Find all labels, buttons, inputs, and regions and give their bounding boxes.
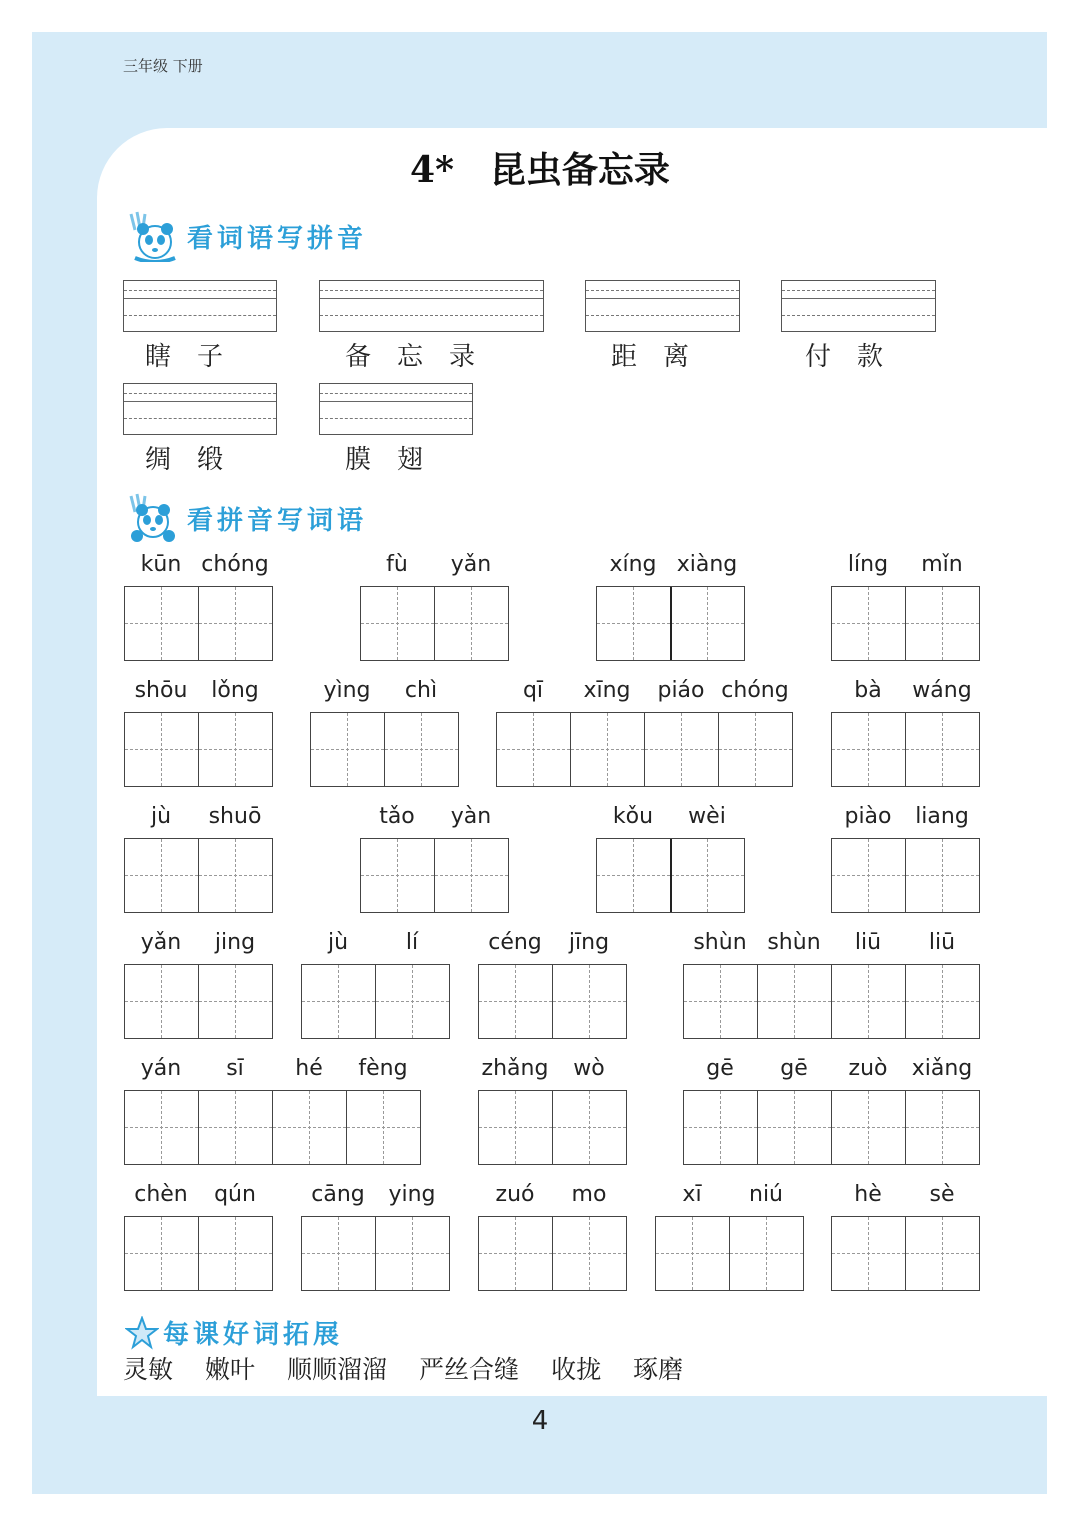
pinyin-label: ying [388,1182,436,1207]
cell-guide-horizontal [671,623,744,624]
pinyin-label: tǎo [379,804,415,829]
cell-guide-horizontal [684,1127,757,1128]
cell-guide-horizontal [273,1127,346,1128]
character-cell[interactable] [302,965,375,1038]
writing-line [586,298,739,299]
cell-guide-horizontal [758,1001,831,1002]
writing-grid [310,712,459,787]
character-cell[interactable] [906,1217,979,1290]
pinyin-answer-box[interactable] [585,280,740,332]
pinyin-label: chóng [201,552,269,577]
pinyin-label: jù [150,804,172,829]
pinyin-label: chóng [721,678,789,703]
writing-grid [831,586,980,661]
cell-guide-horizontal [302,1001,375,1002]
panda-icon [125,492,177,544]
writing-grid [478,964,627,1039]
pinyin-label: shùn [767,930,821,955]
pinyin-label: fù [386,552,408,577]
pinyin-label: xiàng [676,552,738,577]
cell-divider [375,1217,376,1290]
pinyin-label: liū [854,930,882,955]
character-cell[interactable] [730,1217,803,1290]
writing-line [124,418,276,419]
cell-guide-horizontal [497,749,570,750]
vocab-word: 绸 缎 [145,445,224,475]
cell-guide-horizontal [906,1001,979,1002]
extension-word: 灵敏 [123,1355,174,1384]
cell-guide-horizontal [719,749,792,750]
character-cell[interactable] [302,1217,375,1290]
character-cell[interactable] [832,587,905,660]
cell-guide-horizontal [347,1127,420,1128]
cell-divider [905,839,906,912]
writing-line [320,401,472,402]
cell-guide-horizontal [832,749,905,750]
cell-divider [198,965,199,1038]
cell-divider [905,1091,906,1164]
section1-title: 看词语写拼音 [187,223,368,254]
character-cell[interactable] [199,713,272,786]
cell-divider [644,713,645,786]
writing-grid [301,964,450,1039]
section2-title: 看拼音写词语 [187,505,368,536]
grade-label: 三年级 下册 [123,57,203,75]
cell-guide-horizontal [906,1253,979,1254]
star-icon [125,1316,159,1350]
pinyin-label: zuó [495,1182,535,1207]
cell-guide-horizontal [645,749,718,750]
character-cell[interactable] [597,587,670,660]
pinyin-label: xiǎng [911,1056,973,1081]
cell-guide-horizontal [684,1001,757,1002]
writing-line [782,290,935,291]
cell-guide-horizontal [376,1001,449,1002]
extension-word: 收拢 [551,1355,602,1384]
pinyin-label: piáo [657,678,705,703]
pinyin-label: yìng [323,678,371,703]
pinyin-label: sī [226,1056,244,1081]
cell-divider [757,1091,758,1164]
writing-line [320,418,472,419]
cell-divider [718,713,719,786]
pinyin-answer-box[interactable] [123,383,277,435]
cell-guide-horizontal [199,1001,272,1002]
cell-divider [757,965,758,1038]
character-cell[interactable] [671,587,744,660]
character-cell[interactable] [906,965,979,1038]
cell-guide-horizontal [597,875,670,876]
pinyin-label: zuò [848,1056,888,1081]
pinyin-label: shōu [134,678,188,703]
cell-divider [198,839,199,912]
writing-line [124,315,276,316]
cell-guide-horizontal [758,1127,831,1128]
cell-guide-horizontal [311,749,384,750]
cell-guide-horizontal [553,1001,626,1002]
cell-guide-horizontal [479,1127,552,1128]
cell-guide-horizontal [199,875,272,876]
pinyin-answer-box[interactable] [319,280,544,332]
cell-guide-horizontal [479,1001,552,1002]
cell-guide-horizontal [385,749,458,750]
pinyin-label: liū [928,930,956,955]
pinyin-label: xíng [609,552,657,577]
cell-divider [552,1091,553,1164]
lesson-title: 4* 昆虫备忘录 [410,149,670,191]
character-cell[interactable] [597,839,670,912]
character-cell[interactable] [553,965,626,1038]
pinyin-label: jing [214,930,256,955]
writing-grid [478,1216,627,1291]
character-cell[interactable] [719,713,792,786]
cell-divider [384,713,385,786]
cell-divider [670,587,672,660]
writing-line [320,298,543,299]
section3-header [125,1314,343,1351]
character-cell[interactable] [347,1091,420,1164]
pinyin-label: qún [214,1182,256,1207]
writing-grid [360,586,509,661]
pinyin-label: kūn [140,552,182,577]
pinyin-label: liang [915,804,969,829]
character-cell[interactable] [832,839,905,912]
pinyin-label: gē [780,1056,808,1081]
pinyin-label: xīng [583,678,631,703]
writing-grid [831,712,980,787]
vocab-word: 备 忘 录 [345,342,476,372]
cell-divider [831,965,832,1038]
pinyin-label: hé [295,1056,323,1081]
pinyin-label: mo [571,1182,607,1207]
character-cell[interactable] [125,1217,198,1290]
cell-guide-horizontal [199,1253,272,1254]
pinyin-label: qī [522,678,544,703]
character-cell[interactable] [656,1217,729,1290]
cell-guide-horizontal [553,1127,626,1128]
writing-grid [478,1090,627,1165]
cell-guide-horizontal [832,1127,905,1128]
cell-guide-horizontal [361,623,434,624]
pinyin-label: kǒu [612,804,654,829]
writing-line [320,393,472,394]
extension-word: 顺顺溜溜 [287,1355,388,1384]
pinyin-label: yàn [450,804,492,829]
cell-guide-horizontal [671,875,744,876]
character-cell[interactable] [361,587,434,660]
character-cell[interactable] [832,965,905,1038]
character-cell[interactable] [125,839,198,912]
cell-guide-horizontal [435,875,508,876]
character-cell[interactable] [758,965,831,1038]
cell-guide-horizontal [906,1127,979,1128]
cell-divider [570,713,571,786]
cell-guide-horizontal [125,1253,198,1254]
pinyin-answer-box[interactable] [319,383,473,435]
cell-guide-horizontal [656,1253,729,1254]
cell-guide-horizontal [832,1001,905,1002]
character-cell[interactable] [645,713,718,786]
cell-divider [905,713,906,786]
cell-divider [198,713,199,786]
character-cell[interactable] [125,1091,198,1164]
character-cell[interactable] [671,839,744,912]
cell-divider [346,1091,347,1164]
vocab-word: 距 离 [611,342,690,372]
character-cell[interactable] [832,1091,905,1164]
cell-divider [198,1091,199,1164]
character-cell[interactable] [199,587,272,660]
pinyin-label: céng [488,930,542,955]
page-number: 4 [531,1406,549,1436]
cell-guide-horizontal [125,623,198,624]
character-cell[interactable] [385,713,458,786]
cell-divider [905,1217,906,1290]
writing-grid [831,838,980,913]
cell-divider [670,839,672,912]
writing-grid [496,712,793,787]
writing-grid [596,838,745,913]
pinyin-label: piào [844,804,892,829]
extension-words [123,1350,715,1386]
section3-title: 每课好词拓展 [163,1320,344,1350]
cell-divider [831,1091,832,1164]
pinyin-label: shuō [208,804,262,829]
cell-guide-horizontal [125,875,198,876]
cell-guide-horizontal [832,1253,905,1254]
pinyin-label: chì [404,678,438,703]
writing-grid [124,1216,273,1291]
pinyin-label: mǐn [921,552,963,577]
cell-guide-horizontal [199,623,272,624]
character-cell[interactable] [199,1217,272,1290]
character-cell[interactable] [479,1091,552,1164]
cell-guide-horizontal [125,1001,198,1002]
pinyin-label: cāng [311,1182,365,1207]
section1-header [125,210,367,262]
writing-grid [124,586,273,661]
extension-word: 嫩叶 [205,1355,256,1384]
writing-line [320,315,543,316]
pinyin-label: fèng [358,1056,408,1081]
cell-guide-horizontal [906,749,979,750]
pinyin-label: wèi [688,804,726,829]
character-cell[interactable] [906,839,979,912]
pinyin-answer-box[interactable] [781,280,936,332]
character-cell[interactable] [906,587,979,660]
cell-divider [729,1217,730,1290]
character-cell[interactable] [361,839,434,912]
pinyin-label: shùn [693,930,747,955]
character-cell[interactable] [684,1091,757,1164]
cell-divider [272,1091,273,1164]
character-cell[interactable] [832,713,905,786]
writing-grid [124,964,273,1039]
cell-guide-horizontal [479,1253,552,1254]
cell-guide-horizontal [832,623,905,624]
cell-guide-horizontal [571,749,644,750]
writing-line [586,315,739,316]
panda-icon [125,210,177,262]
character-cell[interactable] [479,1217,552,1290]
character-cell[interactable] [906,1091,979,1164]
character-cell[interactable] [553,1217,626,1290]
writing-line [782,315,935,316]
vocab-word: 瞎 子 [145,342,224,372]
vocab-word: 付 款 [805,342,884,372]
writing-grid [831,1216,980,1291]
cell-divider [198,1217,199,1290]
pinyin-answer-box[interactable] [123,280,277,332]
cell-guide-horizontal [906,623,979,624]
pinyin-label: zhǎng [481,1056,549,1081]
writing-grid [301,1216,450,1291]
character-cell[interactable] [125,587,198,660]
cell-divider [434,839,435,912]
pinyin-label: sè [929,1182,955,1207]
cell-guide-horizontal [435,623,508,624]
cell-divider [375,965,376,1038]
character-cell[interactable] [376,965,449,1038]
character-cell[interactable] [906,713,979,786]
cell-guide-horizontal [906,875,979,876]
cell-guide-horizontal [730,1253,803,1254]
pinyin-label: yǎn [450,552,492,577]
writing-grid [124,1090,421,1165]
writing-line [124,298,276,299]
cell-guide-horizontal [553,1253,626,1254]
cell-divider [552,965,553,1038]
pinyin-label: lǒng [211,678,259,703]
character-cell[interactable] [832,1217,905,1290]
cell-guide-horizontal [199,749,272,750]
pinyin-label: yán [140,1056,182,1081]
character-cell[interactable] [435,839,508,912]
writing-line [124,290,276,291]
pinyin-label: wò [573,1056,605,1081]
character-cell[interactable] [199,1091,272,1164]
writing-line [124,393,276,394]
cell-guide-horizontal [302,1253,375,1254]
character-cell[interactable] [553,1091,626,1164]
writing-grid [683,1090,980,1165]
writing-line [782,298,935,299]
character-cell[interactable] [273,1091,346,1164]
cell-guide-horizontal [199,1127,272,1128]
cell-divider [552,1217,553,1290]
writing-line [586,290,739,291]
character-cell[interactable] [199,839,272,912]
cell-divider [905,587,906,660]
character-cell[interactable] [479,965,552,1038]
cell-guide-horizontal [125,1127,198,1128]
character-cell[interactable] [125,713,198,786]
writing-line [124,401,276,402]
pinyin-label: líng [847,552,889,577]
extension-word: 琢磨 [633,1355,684,1384]
character-cell[interactable] [125,965,198,1038]
pinyin-label: jīng [568,930,610,955]
cell-guide-horizontal [376,1253,449,1254]
section2-header [125,492,367,544]
cell-divider [198,587,199,660]
cell-divider [905,965,906,1038]
pinyin-label: wáng [912,678,972,703]
character-cell[interactable] [758,1091,831,1164]
pinyin-label: gē [706,1056,734,1081]
writing-grid [124,712,273,787]
pinyin-label: niú [749,1182,783,1207]
extension-word: 严丝合缝 [419,1355,520,1384]
pinyin-label: lí [405,930,419,955]
writing-grid [683,964,980,1039]
vocab-word: 膜 翅 [345,445,424,475]
cell-guide-horizontal [361,875,434,876]
pinyin-label: chèn [134,1182,188,1207]
writing-grid [360,838,509,913]
writing-grid [124,838,273,913]
writing-grid [596,586,745,661]
cell-guide-horizontal [597,623,670,624]
writing-grid [655,1216,804,1291]
pinyin-label: bà [854,678,882,703]
character-cell[interactable] [684,965,757,1038]
character-cell[interactable] [571,713,644,786]
character-cell[interactable] [311,713,384,786]
character-cell[interactable] [199,965,272,1038]
character-cell[interactable] [376,1217,449,1290]
writing-line [320,290,543,291]
pinyin-label: jù [327,930,349,955]
character-cell[interactable] [497,713,570,786]
pinyin-label: hè [854,1182,882,1207]
cell-guide-horizontal [832,875,905,876]
cell-guide-horizontal [125,749,198,750]
character-cell[interactable] [435,587,508,660]
pinyin-label: yǎn [140,930,182,955]
pinyin-label: xī [682,1182,702,1207]
cell-divider [434,587,435,660]
